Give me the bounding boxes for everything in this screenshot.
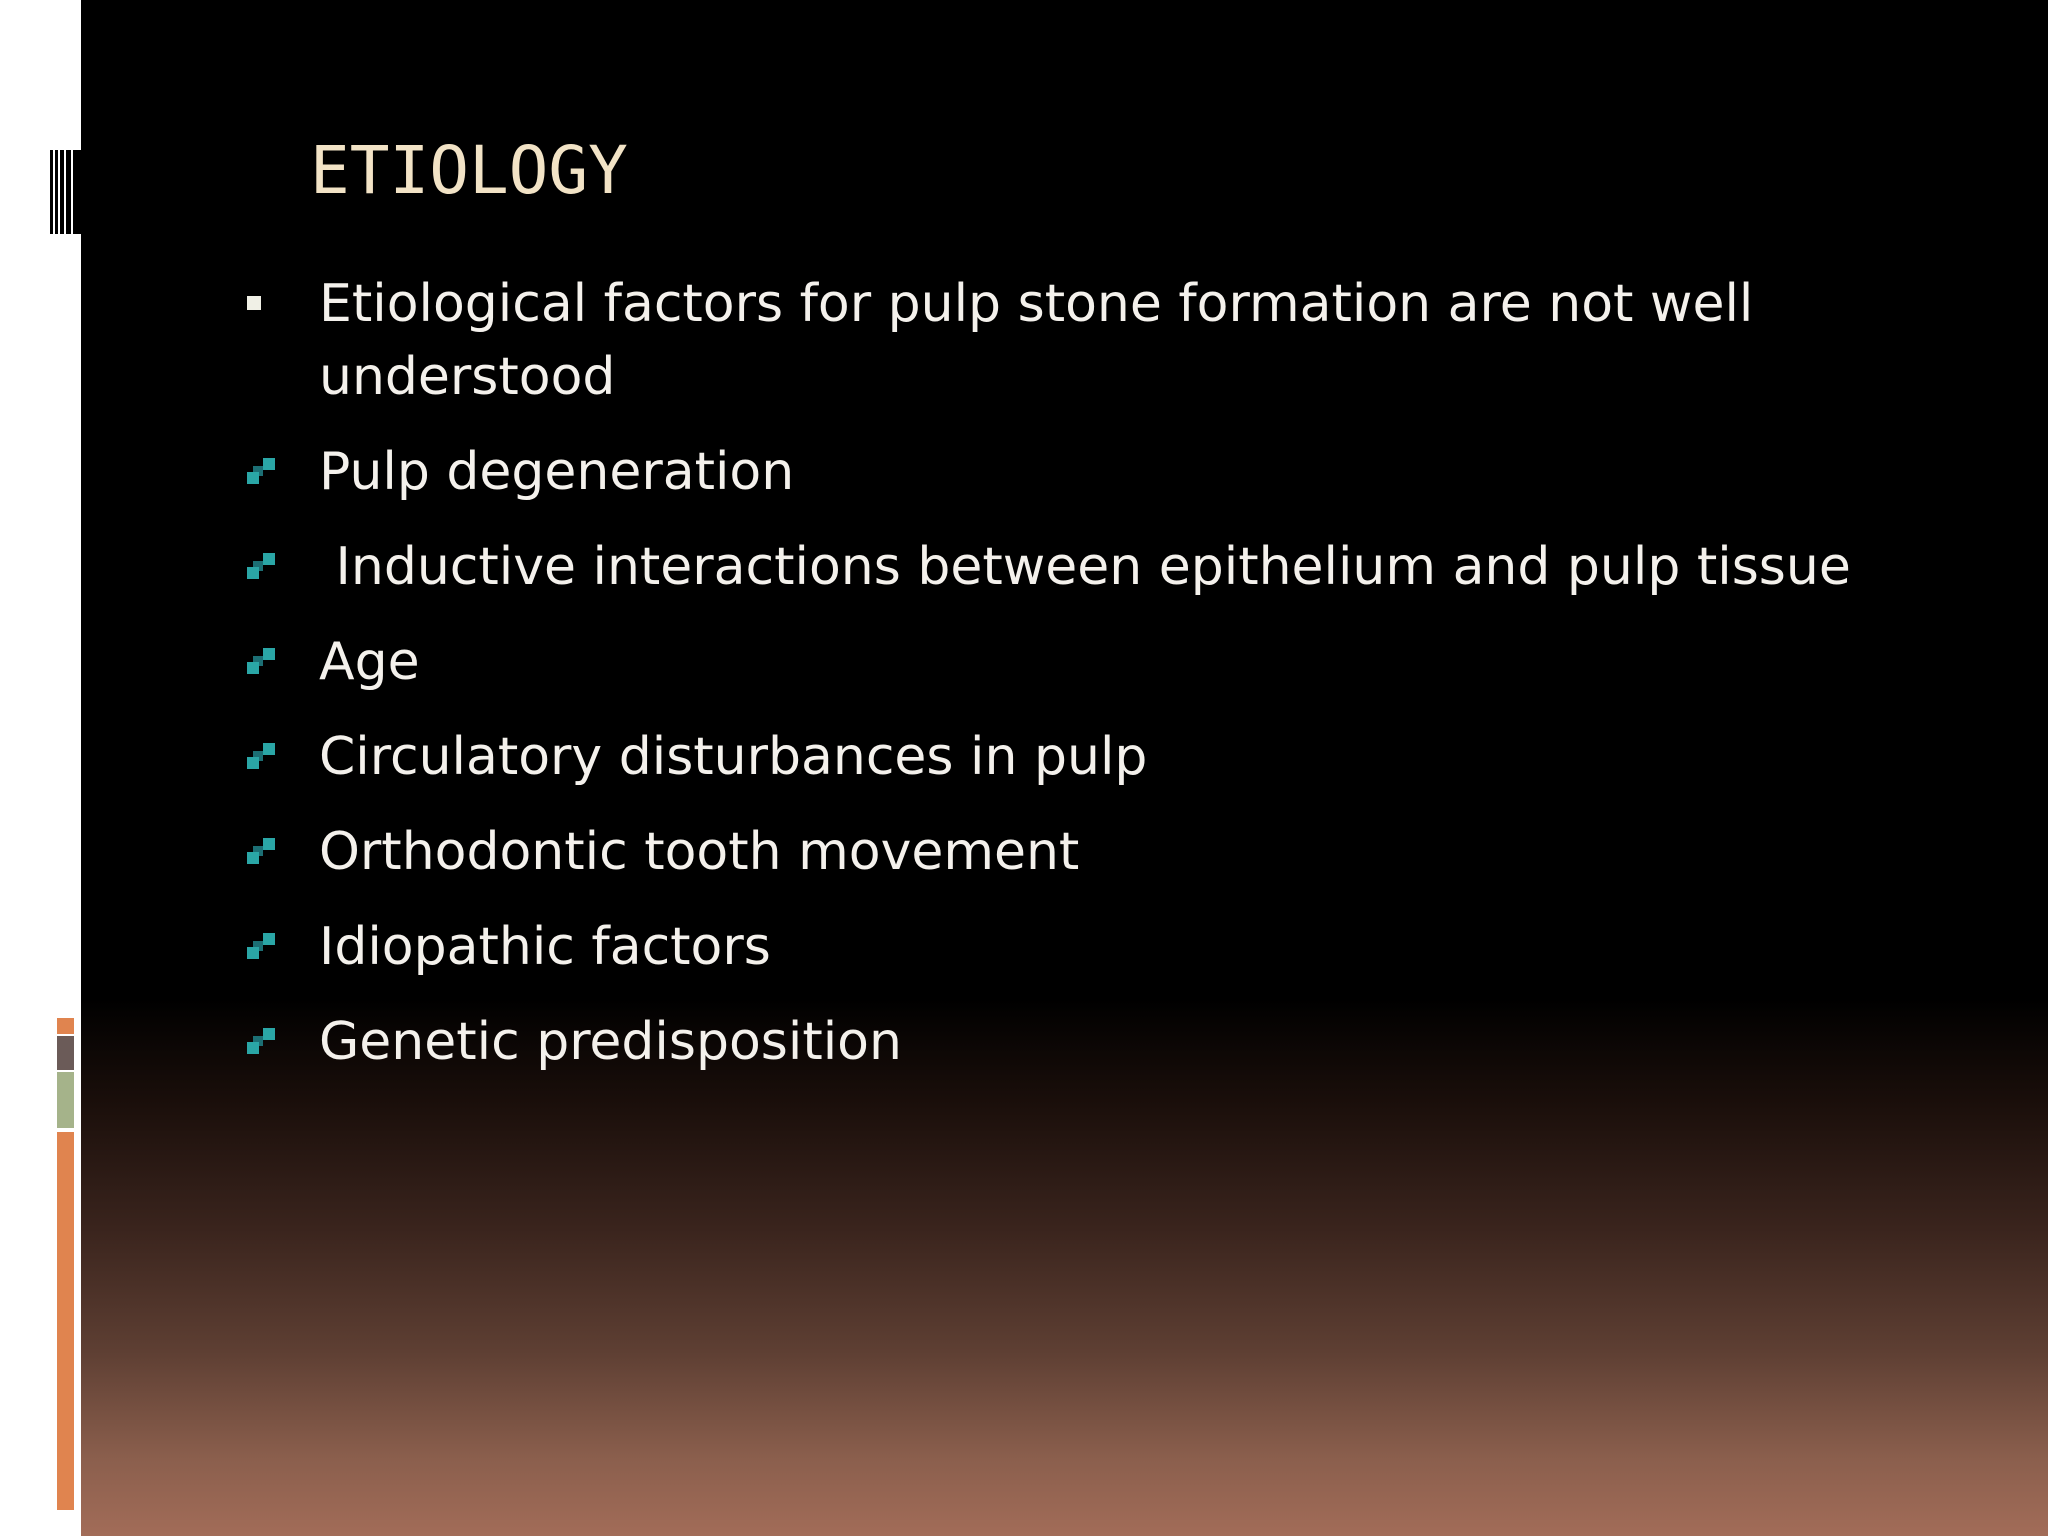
pixel-bullet-icon [247, 458, 279, 490]
title-stripes-decoration [50, 150, 81, 234]
pixel-bullet-icon [247, 648, 279, 680]
pixel-bullet-icon [247, 838, 279, 870]
list-item [245, 721, 1945, 816]
list-item-text: Circulatory disturbances in pulp [319, 727, 1148, 787]
list-item-text: Age [319, 632, 420, 692]
accent-bar-orange [57, 1132, 74, 1510]
list-item-text: Orthodontic tooth movement [319, 822, 1080, 882]
list-item [245, 626, 1945, 721]
list-item-text: Genetic predisposition [319, 1012, 902, 1072]
accent-bar-gray [57, 1036, 74, 1070]
list-item-text: Etiological factors for pulp stone formation are not well understood [319, 274, 1754, 407]
list-item-text: Inductive interactions between epithelium and pulp tissue [319, 537, 1851, 597]
list-item [245, 436, 1945, 531]
list-item-intro [245, 268, 1945, 414]
list-item-text: Pulp degeneration [319, 442, 795, 502]
bullet-list [245, 268, 1945, 1101]
pixel-bullet-icon [247, 743, 279, 775]
list-item [245, 531, 1945, 626]
accent-bar-orange-top [57, 1018, 74, 1034]
list-item [245, 1006, 1945, 1101]
pixel-bullet-icon [247, 933, 279, 965]
accent-bar-green [57, 1072, 74, 1128]
list-item-text: Idiopathic factors [319, 917, 771, 977]
pixel-bullet-icon [247, 1028, 279, 1060]
square-bullet-icon [247, 296, 261, 310]
slide-title: ETIOLOGY [310, 132, 628, 209]
list-item [245, 911, 1945, 1006]
list-item [245, 816, 1945, 911]
pixel-bullet-icon [247, 553, 279, 585]
